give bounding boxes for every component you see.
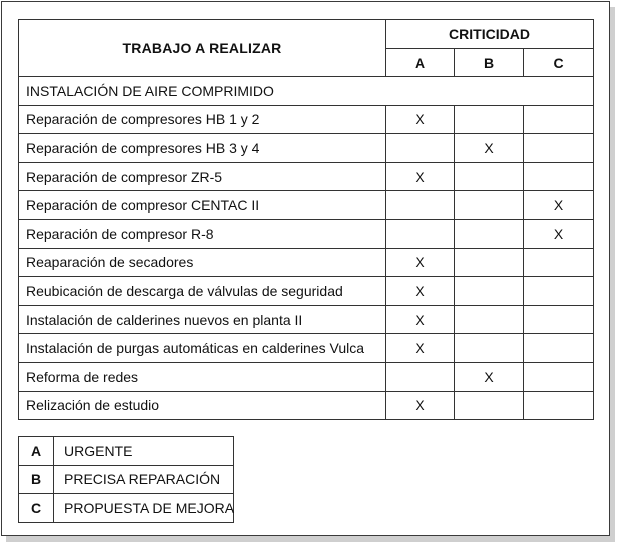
mark-b-cell bbox=[455, 334, 524, 363]
mark-a-cell: X bbox=[386, 277, 455, 306]
legend-row bbox=[19, 465, 234, 494]
task-cell: Reaparación de secadores bbox=[19, 248, 386, 277]
table-row bbox=[19, 191, 594, 220]
legend-code: A bbox=[19, 437, 54, 466]
task-cell: Instalación de calderines nuevos en planta II bbox=[19, 305, 386, 334]
mark-c-cell bbox=[524, 248, 594, 277]
mark-a-cell bbox=[386, 191, 455, 220]
mark-c-cell bbox=[524, 105, 594, 134]
mark-c-cell: X bbox=[524, 219, 594, 248]
section-row bbox=[19, 77, 594, 106]
legend-description: URGENTE bbox=[54, 437, 234, 466]
task-cell: Reparación de compresor CENTAC II bbox=[19, 191, 386, 220]
mark-c-cell bbox=[524, 362, 594, 391]
task-column-header: TRABAJO A REALIZAR bbox=[19, 20, 386, 77]
table-row bbox=[19, 162, 594, 191]
mark-c-cell bbox=[524, 334, 594, 363]
table-row bbox=[19, 362, 594, 391]
mark-b-cell bbox=[455, 219, 524, 248]
mark-a-cell: X bbox=[386, 305, 455, 334]
mark-b-cell bbox=[455, 248, 524, 277]
column-header-c: C bbox=[524, 49, 594, 77]
mark-b-cell bbox=[455, 162, 524, 191]
table-row bbox=[19, 305, 594, 334]
task-cell: Reparación de compresor R-8 bbox=[19, 219, 386, 248]
section-title: INSTALACIÓN DE AIRE COMPRIMIDO bbox=[19, 77, 594, 106]
column-header-a: A bbox=[386, 49, 455, 77]
table-row bbox=[19, 277, 594, 306]
mark-a-cell bbox=[386, 134, 455, 163]
task-cell: Reparación de compresor ZR-5 bbox=[19, 162, 386, 191]
criticality-table bbox=[18, 19, 594, 420]
mark-a-cell: X bbox=[386, 105, 455, 134]
table-row bbox=[19, 334, 594, 363]
mark-b-cell: X bbox=[455, 362, 524, 391]
table-row bbox=[19, 134, 594, 163]
table-row bbox=[19, 248, 594, 277]
mark-a-cell: X bbox=[386, 391, 455, 420]
task-cell: Instalación de purgas automáticas en calderines Vulca bbox=[19, 334, 386, 363]
task-cell: Reubicación de descarga de válvulas de seguridad bbox=[19, 277, 386, 306]
column-header-b: B bbox=[455, 49, 524, 77]
mark-a-cell: X bbox=[386, 162, 455, 191]
table-row bbox=[19, 391, 594, 420]
mark-a-cell bbox=[386, 219, 455, 248]
mark-b-cell bbox=[455, 277, 524, 306]
criticality-header: CRITICIDAD bbox=[386, 20, 594, 49]
mark-a-cell bbox=[386, 362, 455, 391]
legend-row bbox=[19, 494, 234, 523]
task-cell: Reparación de compresores HB 3 y 4 bbox=[19, 134, 386, 163]
legend-description: PROPUESTA DE MEJORA bbox=[54, 494, 234, 523]
mark-c-cell bbox=[524, 134, 594, 163]
task-cell: Reparación de compresores HB 1 y 2 bbox=[19, 105, 386, 134]
mark-b-cell bbox=[455, 305, 524, 334]
mark-c-cell bbox=[524, 162, 594, 191]
table-row bbox=[19, 219, 594, 248]
mark-a-cell: X bbox=[386, 248, 455, 277]
legend-description: PRECISA REPARACIÓN bbox=[54, 465, 234, 494]
legend-code: C bbox=[19, 494, 54, 523]
mark-b-cell bbox=[455, 191, 524, 220]
table-row bbox=[19, 105, 594, 134]
legend-table bbox=[18, 436, 234, 523]
mark-b-cell bbox=[455, 391, 524, 420]
task-cell: Relización de estudio bbox=[19, 391, 386, 420]
mark-c-cell bbox=[524, 305, 594, 334]
mark-b-cell: X bbox=[455, 134, 524, 163]
task-cell: Reforma de redes bbox=[19, 362, 386, 391]
mark-c-cell bbox=[524, 277, 594, 306]
mark-c-cell bbox=[524, 391, 594, 420]
mark-b-cell bbox=[455, 105, 524, 134]
legend-code: B bbox=[19, 465, 54, 494]
legend-row bbox=[19, 437, 234, 466]
mark-c-cell: X bbox=[524, 191, 594, 220]
mark-a-cell: X bbox=[386, 334, 455, 363]
